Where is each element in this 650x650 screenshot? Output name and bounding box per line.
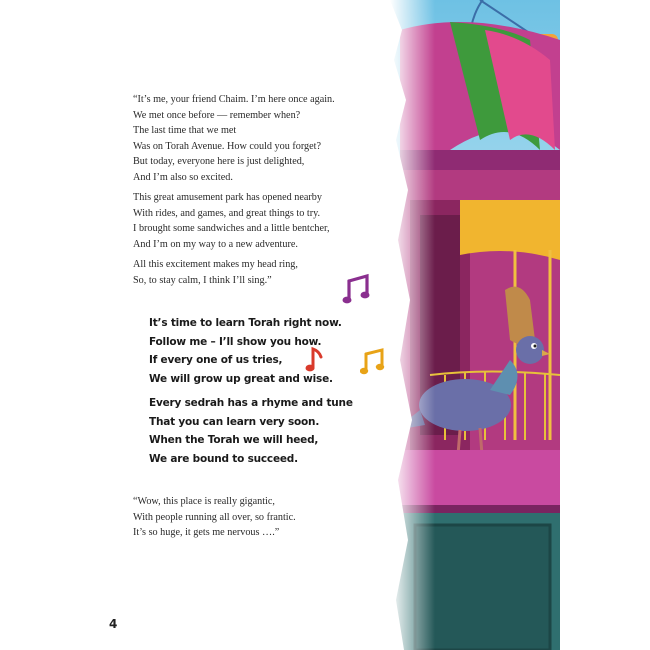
song-line: If every one of us tries, bbox=[149, 354, 283, 366]
intro-stanza-1 bbox=[133, 92, 335, 185]
song-line: We will grow up great and wise. bbox=[149, 372, 333, 385]
verse-line: “It’s me, your friend Chaim. I’m here once again. bbox=[133, 94, 335, 105]
verse-line: But today, everyone here is just delighted, bbox=[133, 156, 305, 167]
music-note-icon bbox=[305, 346, 325, 374]
song-line: Every sedrah has a rhyme and tune bbox=[149, 397, 353, 409]
verse-line: The last time that we met bbox=[133, 125, 237, 136]
verse-line: Was on Torah Avenue. How could you forget? bbox=[133, 140, 322, 152]
verse-line: So, to stay calm, I think I’ll sing.” bbox=[133, 274, 272, 286]
verse-line: I brought some sandwiches and a little bentcher, bbox=[133, 223, 330, 234]
verse-line: It’s so huge, it gets me nervous ….” bbox=[133, 527, 280, 538]
song-line: Follow me – I’ll show you how. bbox=[149, 335, 322, 348]
verse-line: With people running all over, so frantic. bbox=[133, 511, 296, 523]
verse-line: “Wow, this place is really gigantic, bbox=[133, 496, 275, 507]
verse-line: With rides, and games, and great things to try. bbox=[133, 207, 321, 219]
intro-stanza-3 bbox=[133, 257, 335, 288]
music-note-icon bbox=[360, 347, 386, 377]
outro-verse bbox=[133, 494, 296, 546]
verse-line: All this excitement makes my head ring, bbox=[133, 259, 298, 270]
intro-verse bbox=[133, 92, 335, 293]
book-page bbox=[90, 0, 560, 650]
outro-stanza-1 bbox=[133, 494, 296, 541]
song-stanza-2 bbox=[149, 394, 353, 468]
song-line: It’s time to learn Torah right now. bbox=[149, 317, 342, 329]
music-note-icon bbox=[342, 273, 372, 307]
verse-line: And I’m on my way to a new adventure. bbox=[133, 238, 298, 250]
intro-stanza-2 bbox=[133, 190, 335, 252]
verse-line: We met once before — remember when? bbox=[133, 109, 301, 121]
verse-line: This great amusement park has opened nearby bbox=[133, 192, 322, 203]
song-line: We are bound to succeed. bbox=[149, 452, 298, 465]
amusement-park-illustration bbox=[390, 0, 560, 650]
page-number: 4 bbox=[109, 617, 118, 631]
verse-line: And I’m also so excited. bbox=[133, 171, 233, 183]
song-line: When the Torah we will heed, bbox=[149, 434, 319, 446]
song-line: That you can learn very soon. bbox=[149, 415, 320, 428]
song-lyrics bbox=[149, 314, 353, 474]
